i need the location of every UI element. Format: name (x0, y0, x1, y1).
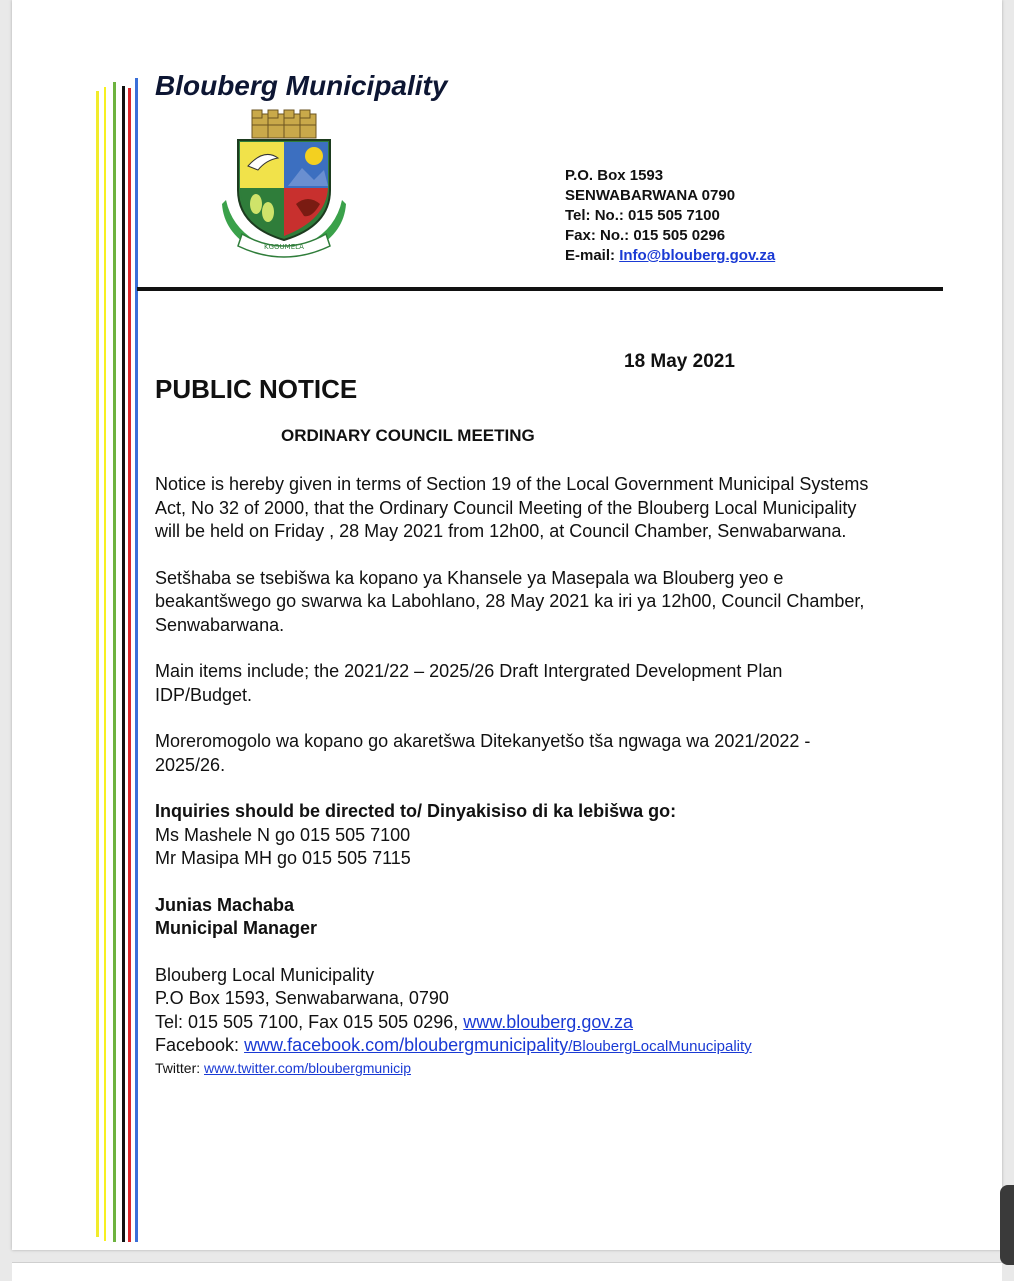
footer-contact-block (155, 964, 875, 1077)
telephone: Tel: No.: 015 505 7100 (565, 207, 720, 224)
signatory-name: Junias Machaba (155, 894, 295, 915)
footer-org: Blouberg Local Municipality (155, 964, 375, 985)
municipality-title: Blouberg Municipality (155, 70, 448, 101)
email-line (565, 246, 775, 266)
crest-motto: KGOUMELA (264, 243, 304, 251)
contact-mashele: Ms Mashele N go 015 505 7100 (155, 824, 411, 845)
notice-date: 18 May 2021 (624, 351, 735, 372)
signatory-block (155, 894, 875, 941)
inquiries-block (155, 800, 875, 871)
footer-postal: P.O Box 1593, Senwabarwana, 0790 (155, 988, 449, 1008)
footer-tel-fax: Tel: 015 505 7100, Fax 015 505 0296, (155, 1011, 464, 1032)
paragraph-sepedi: Setšhaba se tsebišwa ka kopano ya Khansele ya Masepala wa Blouberg yeo e beakantšwego go swarwa ka Labohlano, 28 May 2021 ka iri ya 12h00, Council Chamber, Senwabarwana. (155, 567, 865, 635)
footer-facebook-line (155, 1034, 875, 1059)
notice-body (155, 473, 875, 1077)
facebook-link[interactable]: www.facebook.com/bloubergmunicipality (244, 1035, 569, 1055)
meeting-subheading: ORDINARY COUNCIL MEETING (281, 426, 535, 445)
twitter-link[interactable]: www.twitter.com/bloubergmunicip (204, 1059, 411, 1076)
coat-of-arms-icon (218, 108, 350, 258)
green-stripe (113, 82, 116, 1242)
black-stripe (122, 86, 125, 1242)
blue-stripe (135, 78, 138, 1242)
header-divider (137, 287, 943, 291)
contact-masipa: Mr Masipa MH go 015 505 7115 (155, 848, 411, 868)
paragraph-items-english: Main items include; the 2021/22 – 2025/26 Draft Intergrated Development Plan IDP/Budget. (155, 661, 783, 705)
footer-twitter-line (155, 1059, 875, 1077)
website-link[interactable]: www.blouberg.gov.za (463, 1011, 634, 1032)
email-label: E-mail: (565, 247, 616, 264)
address-block (565, 166, 775, 266)
inquiries-heading: Inquiries should be directed to/ Dinyakisiso di ka lebišwa go: (155, 801, 677, 821)
footer-tel-fax-line (155, 1011, 875, 1035)
facebook-page-link[interactable]: /BloubergLocalMunucipality (568, 1038, 752, 1055)
paragraph-english: Notice is hereby given in terms of Section 19 of the Local Government Municipal Systems Act, No 32 of 2000, that the Ordinary Council Meeting of the Blouberg Local Municipality will be held on Friday , 28 May 2021 from 12h00, at Council Chamber, Senwabarwana. (155, 474, 869, 541)
scroll-handle[interactable] (1000, 1185, 1014, 1265)
email-link[interactable]: Info@blouberg.gov.za (619, 247, 776, 264)
signatory-title: Municipal Manager (155, 918, 318, 938)
red-stripe (128, 88, 131, 1242)
public-notice-heading: PUBLIC NOTICE (155, 374, 358, 404)
twitter-label: Twitter: (155, 1059, 205, 1076)
fax: Fax: No.: 015 505 0296 (565, 227, 726, 244)
po-box: P.O. Box 1593 (565, 167, 664, 184)
yellow-stripe (96, 91, 99, 1237)
paragraph-items-sepedi: Moreromogolo wa kopano go akaretšwa Ditekanyetšo tša ngwaga wa 2021/2022 - 2025/26. (155, 731, 811, 775)
town: SENWABARWANA 0790 (565, 187, 736, 204)
yellow-stripe-2 (104, 87, 106, 1241)
facebook-label: Facebook: (155, 1035, 245, 1055)
next-page-edge (12, 1262, 1002, 1281)
